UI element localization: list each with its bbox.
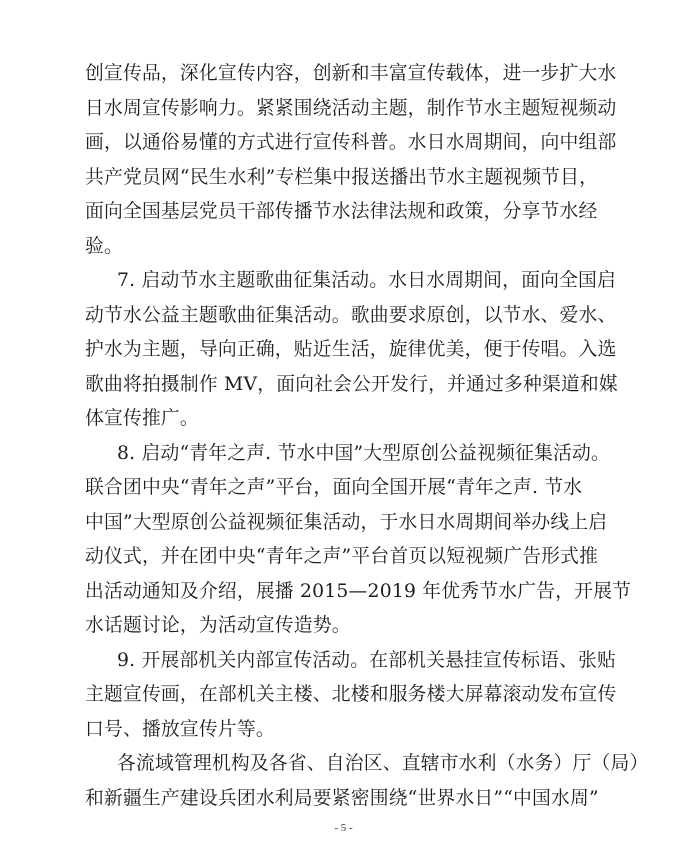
text-line: 主题宣传画，在部机关主楼、北楼和服务楼大屏幕滚动发布宣传 [85, 684, 617, 705]
text-line: 画，以通俗易懂的方式进行宣传科普。水日水周期间，向中组部 [85, 132, 617, 153]
text-line: 动仪式，并在团中央“青年之声”平台首页以短视频广告形式推 [85, 546, 599, 567]
text-line: 共产党员网“民生水利”专栏集中报送播出节水主题视频节目， [85, 166, 599, 188]
text-line: 歌曲将拍摄制作 MV，面向社会公开发行，并通过多种渠道和媒 [85, 373, 618, 395]
text-line: 出活动通知及介绍，展播 2015—2019 年优秀节水广告，开展节 [85, 580, 632, 602]
text-line: 动节水公益主题歌曲征集活动。歌曲要求原创，以节水、爱水、 [85, 304, 617, 326]
text-line: 口号、播放宣传片等。 [85, 718, 275, 740]
body-text [85, 57, 649, 816]
text-line: 7. 启动节水主题歌曲征集活动。水日水周期间，面向全国启 [117, 270, 617, 291]
text-line: 体宣传推广。 [85, 408, 199, 429]
text-line: 护水为主题，导向正确，贴近生活，旋律优美，便于传唱。入选 [85, 339, 617, 360]
text-line: 日水周宣传影响力。紧紧围绕活动主题，制作节水主题短视频动 [85, 97, 617, 119]
text-line: 验。 [85, 235, 123, 257]
text-line: 面向全国基层党员干部传播节水法律法规和政策，分享节水经 [85, 201, 598, 222]
text-line: 各流域管理机构及各省、自治区、直辖市水利（水务）厅（局） [117, 753, 649, 774]
page-number: - 5 - [334, 822, 353, 834]
text-line: 创宣传品，深化宣传内容，创新和丰富宣传载体，进一步扩大水 [85, 63, 617, 84]
text-line: 8. 启动“青年之声. 节水中国”大型原创公益视频征集活动。 [117, 442, 610, 464]
text-line: 中国”大型原创公益视频征集活动，于水日水周期间举办线上启 [85, 511, 608, 533]
text-line: 和新疆生产建设兵团水利局要紧密围绕“世界水日”“中国水周” [85, 787, 599, 809]
text-line: 9. 开展部机关内部宣传活动。在部机关悬挂宣传标语、张贴 [117, 649, 617, 671]
text-line: 水话题讨论，为活动宣传造势。 [85, 615, 351, 636]
text-line: 联合团中央“青年之声”平台，面向全国开展“青年之声. 节水 [85, 477, 583, 498]
